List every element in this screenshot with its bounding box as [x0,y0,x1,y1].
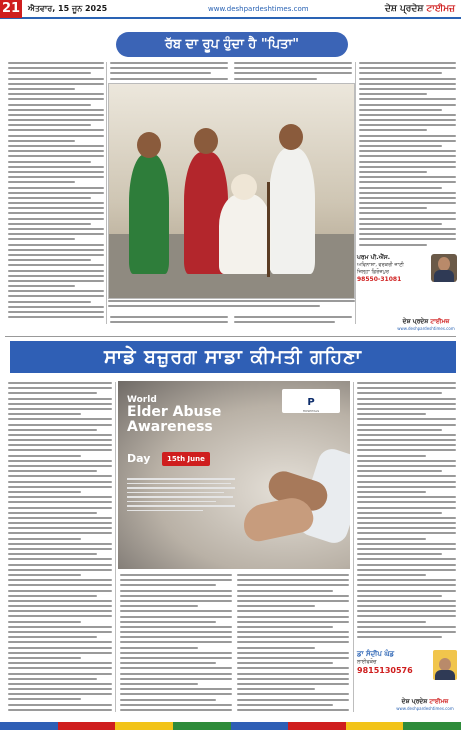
brand-name-a: ਦੇਸ਼ ਪ੍ਰਦੇਸ਼ [402,318,429,325]
article2-brand-stamp [395,698,455,716]
poster-date-badge: 15th June [162,452,210,466]
article2-author-name: ਡਾ ਸੰਦੀਪ ਘੰਡ [357,650,395,658]
paper-name [385,4,455,14]
website-link[interactable]: www.deshpardeshtimes.com [208,4,309,13]
article1-headline: ਰੱਬ ਦਾ ਰੂਪ ਹੁੰਦਾ ਹੈ "ਪਿਤਾ" [116,32,348,57]
article1-author-meta: ਜ਼ਿਲ੍ਹਾ ਫ਼ਿਰੋਜ਼ਪੁਰ [357,269,389,275]
issue-date: ਐਤਵਾਰ, 15 ਜੂਨ 2025 [28,3,108,13]
brand-name-b: ਟਾਈਮਜ਼ [430,318,450,325]
article2-column-1 [8,382,112,712]
page-number: 21 [1,1,21,16]
article2-author-phone: 9815130576 [357,666,413,675]
poster-world: World [127,395,157,405]
paper-name-part2: ਟਾਈਮਜ਼ [426,3,455,14]
brand-url[interactable]: www.deshpardeshtimes.com [397,326,455,331]
article2-headline: ਸਾਡੇ ਬਜ਼ੁਰਗ ਸਾਡਾ ਕੀਮਤੀ ਗਹਿਣਾ [10,341,456,373]
poster-day: Day [127,452,151,465]
brand-name-b: ਟਾਈਮਜ਼ [429,698,449,705]
father-family-photo [108,83,355,299]
article2-author-title: ਲਾਈਫਕੋਚ [357,659,377,665]
article2-column-2 [120,574,232,712]
article1-column-1 [8,62,104,324]
brand-name-a: ਦੇਸ਼ ਪ੍ਰਦੇਸ਼ [401,698,428,705]
article1-author-box [357,254,457,302]
article2-column-3 [237,574,349,712]
brand-url[interactable]: www.deshpardeshtimes.com [396,706,454,711]
hospital-logo-mark: P [307,396,315,408]
hospital-logo-sub: HOSPITALS [302,408,320,413]
section-divider [5,336,456,337]
article1-author-phone: 98550-31081 [357,276,402,283]
masthead [0,0,461,19]
hospital-logo [282,389,340,413]
column-divider [115,382,116,712]
footer-color-bar [0,722,461,730]
article2-author-box [357,650,457,690]
article1-author-name: ਪਰਮ ਪੀ.ਐੱਸ. [357,254,390,261]
article1-column-3-top [234,62,352,82]
article1-column-4 [359,62,456,250]
article1-photo-caption [108,300,355,312]
column-divider [106,62,107,324]
column-divider [355,62,356,324]
column-divider [353,382,354,712]
paper-name-part1: ਦੇਸ਼ ਪ੍ਰਦੇਸ਼ [384,3,424,14]
article1-author-avatar [431,254,457,282]
article1-author-title: ਅਵਿਨਾਸ਼ਾ, ਵਰਕਰੀ ਜਾਣੀ [357,262,404,268]
article2-column-4 [357,382,456,644]
article1-column-2-bottom [110,316,228,328]
article2-author-avatar [433,650,457,680]
poster-title: Elder Abuse Awareness [127,404,222,435]
article1-column-3-bottom [234,316,352,328]
poster-description [127,478,235,514]
article1-brand-stamp [396,318,456,334]
article1-column-2-top [110,62,228,82]
